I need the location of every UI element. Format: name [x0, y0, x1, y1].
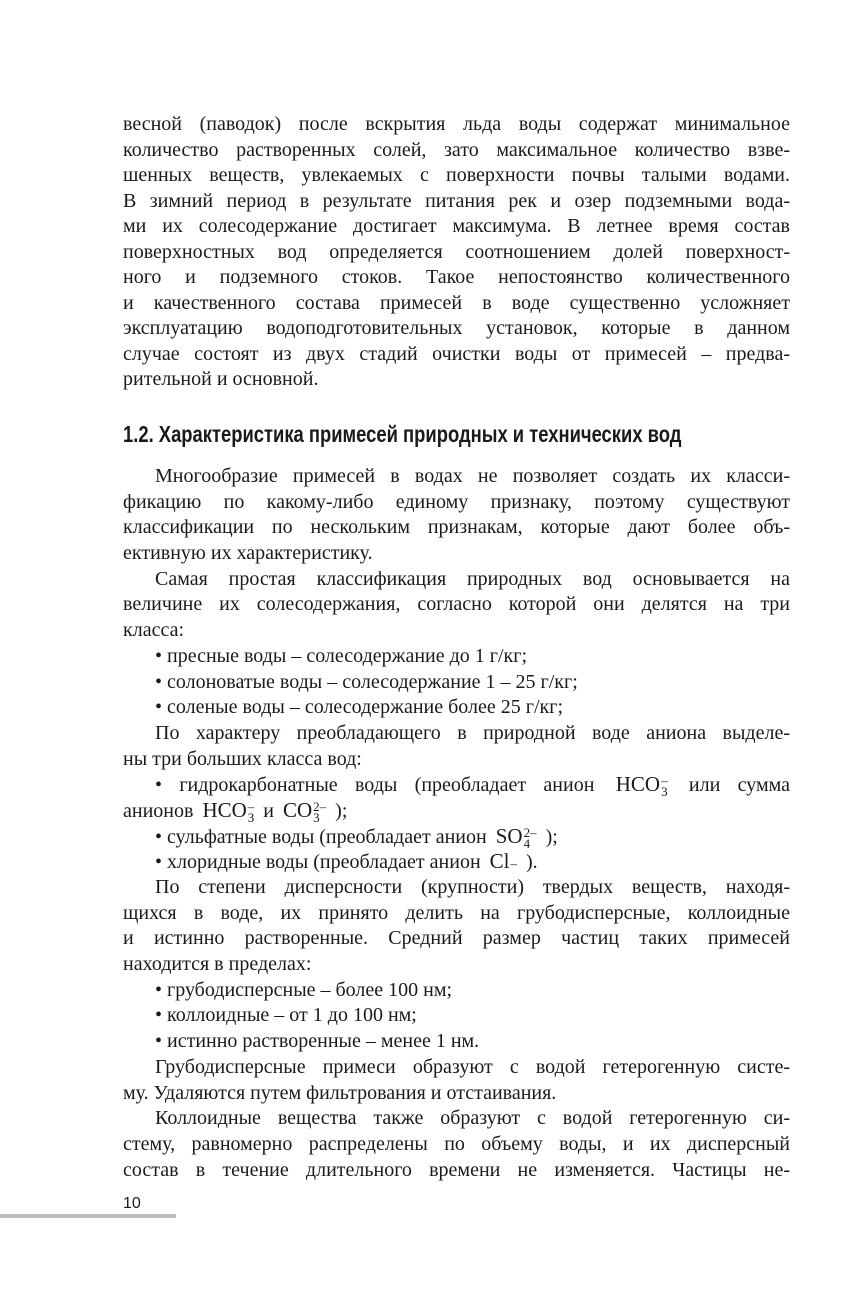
formula-base: SO: [495, 823, 523, 848]
formula-charge: –: [247, 799, 255, 815]
text-segment: анионов: [123, 799, 194, 822]
text-line: классификации по нескольким признакам, которые дают более объ-: [123, 516, 790, 539]
text-line: эксплуатацию водоподготовительных установок, которые в данном: [123, 317, 790, 339]
formula-subscript: 3: [313, 810, 320, 826]
text-line: • коллоидные – от 1 до 100 нм;: [155, 1004, 417, 1027]
text-line: му. Удаляются путем фильтрования и отстаивания.: [123, 1081, 557, 1104]
text-segment: );: [545, 825, 558, 848]
text-line: По характеру преобладающего в природной воде аниона выделе-: [155, 721, 790, 744]
text-line: [123, 849, 790, 875]
section-body: [123, 464, 790, 1183]
text-line: количество растворенных солей, зато максимальное количество взве-: [123, 138, 790, 161]
footer-bar: [0, 1214, 176, 1218]
formula-base: Cl: [489, 849, 510, 874]
text-segment: );: [335, 799, 348, 822]
text-line: Самая простая классификация природных вод основывается на: [155, 567, 790, 590]
text-line: находится в пределах:: [123, 953, 312, 976]
text-line: ективную их характеристику.: [123, 542, 373, 565]
text-line: • солоноватые воды – солесодержание 1 – 25 г/кг;: [155, 670, 578, 693]
chemical-formula: [202, 797, 255, 826]
text-line: фикацию по какому-либо единому признаку, поэтому существуют: [123, 490, 790, 513]
formula-charge: 2–: [313, 799, 327, 815]
text-line: рительной и основной.: [123, 368, 319, 390]
formula-charge-index: [511, 858, 518, 869]
text-segment: или сумма: [688, 774, 791, 797]
formula-subscript: 3: [661, 784, 668, 800]
text-line: щихся в воде, их принято делить на грубодисперсные, коллоидные: [123, 901, 790, 924]
formula-charge-index: [661, 773, 668, 800]
text-line: весной (паводок) после вскрытия льда воды содержат минимальное: [123, 113, 790, 135]
text-line: [123, 824, 790, 850]
text-segment: • сульфатные воды (преобладает анион: [155, 825, 487, 848]
chemical-formula: [495, 823, 537, 851]
formula-subscript: 3: [247, 810, 255, 826]
text-line: поверхностных вод определяется соотношением долей поверхност-: [123, 240, 790, 263]
text-line: • истинно растворенные – менее 1 нм.: [155, 1030, 480, 1053]
text-segment: ).: [526, 851, 538, 874]
text-segment: • хлоридные воды (преобладает анион: [155, 851, 481, 874]
text-line: По степени дисперсности (крупности) твердых веществ, находя-: [155, 876, 790, 898]
chemical-formula: [615, 772, 668, 800]
text-line: и истинно растворенные. Средний размер частиц таких примесей: [123, 927, 790, 950]
formula-charge: 2–: [523, 824, 537, 840]
text-line: • пресные воды – солесодержание до 1 г/кг;: [155, 644, 528, 667]
text-segment: • гидрокарбонатные воды (преобладает анион: [155, 774, 595, 797]
text-line: и качественного состава примесей в воде существенно усложняет: [123, 291, 790, 314]
text-line: Грубодисперсные примеси образуют с водой гетерогенную систе-: [155, 1055, 790, 1078]
formula-charge-index: [523, 824, 537, 851]
text-line: случае состоят из двух стадий очистки воды от примесей – предва-: [123, 342, 790, 365]
text-line: [123, 772, 790, 798]
formula-base: HCO: [615, 772, 661, 797]
text-line: ного и подземного стоков. Такое непостоянство количественного: [123, 266, 790, 288]
text-line: ны три больших класса вод:: [123, 747, 362, 770]
text-line: стему, равномерно распределены по объему воды, и их дисперсный: [123, 1132, 790, 1155]
text-line: [123, 798, 790, 824]
chemical-formula: [282, 797, 327, 826]
text-line: величине их солесодержания, согласно которой они делятся на три: [123, 593, 790, 616]
formula-base: CO: [282, 797, 313, 822]
text-line: Коллоидные вещества также образуют с водой гетерогенную си-: [155, 1107, 790, 1130]
text-line: состав в течение длительного времени не изменяется. Частицы не-: [123, 1158, 790, 1181]
formula-charge-index: [313, 799, 327, 826]
text-line: В зимний период в результате питания рек и озер подземными вода-: [123, 189, 790, 212]
text-line: класса:: [123, 619, 185, 642]
formula-charge-index: [247, 799, 255, 826]
section-heading: 1.2. Характеристика примесей природных и технических вод: [123, 421, 682, 447]
formula-charge: –: [510, 856, 517, 871]
text-line: ми их солесодержание достигает максимума. В летнее время состав: [123, 215, 790, 237]
page-number: 10: [123, 1195, 141, 1212]
intro-paragraph: [123, 112, 790, 393]
formula-base: HCO: [202, 797, 247, 822]
text-line: • грубодисперсные – более 100 нм;: [155, 978, 453, 1001]
text-line: шенных веществ, увлекаемых с поверхности почвы талыми водами.: [123, 164, 790, 186]
text-segment: и: [263, 799, 274, 822]
formula-charge: –: [661, 773, 668, 789]
formula-subscript: 4: [523, 835, 531, 851]
text-line: • соленые воды – солесодержание более 25 г/кг;: [155, 696, 564, 719]
text-line: Многообразие примесей в водах не позволяет создать их класси-: [155, 465, 790, 487]
chemical-formula: [490, 849, 517, 873]
